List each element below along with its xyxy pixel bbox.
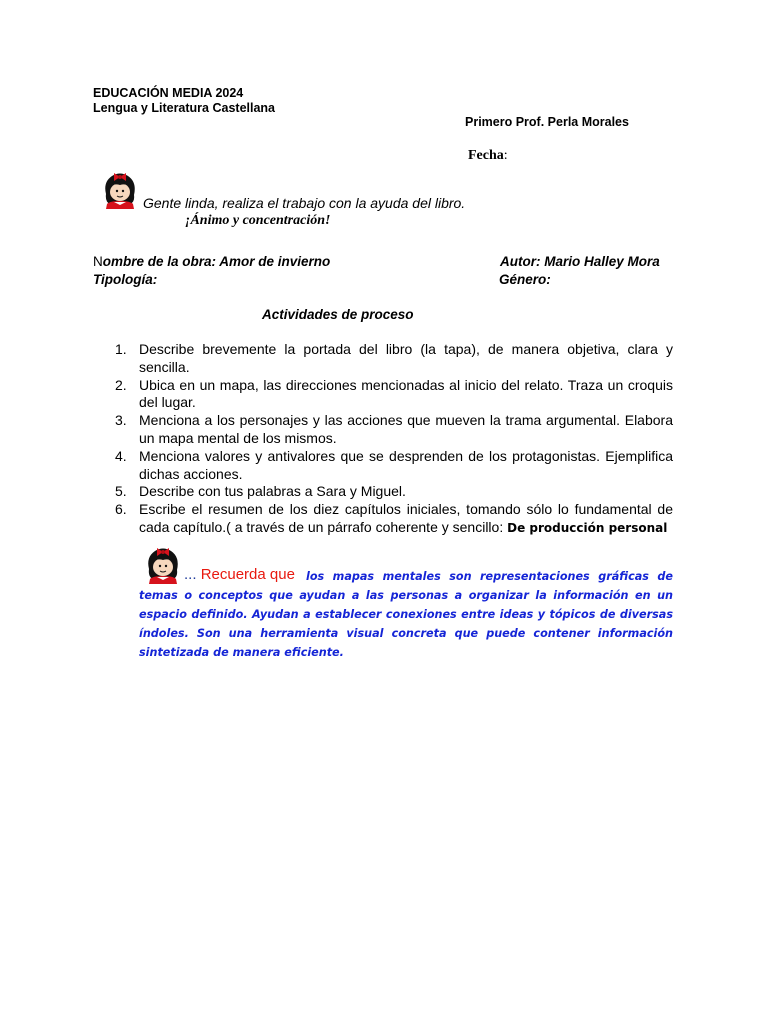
activities-list (93, 341, 673, 538)
fecha-colon: : (503, 148, 508, 163)
produccion-personal-label: De producción personal (507, 520, 668, 535)
list-item (93, 341, 673, 377)
item-text: Menciona valores y antivalores que se desprenden de los protagonistas. Ejemplifica dichas acciones. (139, 447, 673, 482)
course-teacher: Primero Prof. Perla Morales (465, 115, 629, 129)
ellipsis: ... (184, 566, 197, 583)
list-item (93, 412, 673, 448)
obra-field (93, 254, 330, 269)
item-number: 1. (115, 341, 127, 357)
item-number: 5. (115, 483, 127, 500)
item-number: 2. (115, 376, 127, 393)
header-line-2: Lengua y Literatura Castellana (93, 101, 276, 115)
item-number: 6. (115, 501, 127, 518)
item-number: 4. (115, 447, 127, 464)
greeting-text: Gente linda, realiza el trabajo con la ayuda del libro. (143, 195, 466, 211)
list-item (93, 377, 673, 413)
genero-field: Género: (499, 272, 551, 287)
item-text: Describe con tus palabras a Sara y Miguel. (139, 483, 406, 500)
obra-initial: N (93, 254, 103, 269)
obra-title: ombre de la obra: Amor de invierno (102, 254, 331, 269)
tipologia-field: Tipología: (93, 272, 158, 287)
list-item (93, 483, 673, 501)
item-text: Describe brevemente la portada del libro (la tapa), de manera objetiva, clara y sencilla. (139, 341, 673, 375)
item-text: Ubica en un mapa, las direcciones mencionadas al inicio del relato. Traza un croquis del lugar. (139, 376, 673, 411)
section-title: Actividades de proceso (262, 307, 414, 322)
item-number: 3. (115, 412, 127, 429)
fecha-label: Fecha (468, 148, 504, 163)
header-line-1: EDUCACIÓN MEDIA 2024 (93, 86, 244, 100)
reminder-body: los mapas mentales son representaciones gráficas de temas o conceptos que ayudan a las personas a organizar la información en un espacio definido. Ayudan a establecer conexiones entre ideas y tópicos de diversas índoles. Son una herramienta visual concreta que puede contener información sintetizada de manera eficiente. (139, 570, 673, 659)
mafalda-icon (100, 168, 140, 210)
item-text: Escribe el resumen de los diez capítulos iniciales, tomando sólo lo fundamental de cada capítulo.( a través de un párrafo coherente y sencillo: (139, 501, 673, 535)
autor-field: Autor: Mario Halley Mora (500, 254, 660, 269)
list-item (93, 501, 673, 538)
item-text: Menciona a los personajes y las acciones que mueven la trama argumental. Elabora un mapa mental de los mismos. (139, 412, 673, 446)
list-item (93, 448, 673, 484)
animo-text: ¡Ánimo y concentración! (185, 213, 331, 228)
recuerda-label: Recuerda que (200, 566, 295, 583)
fecha-field (468, 148, 508, 164)
